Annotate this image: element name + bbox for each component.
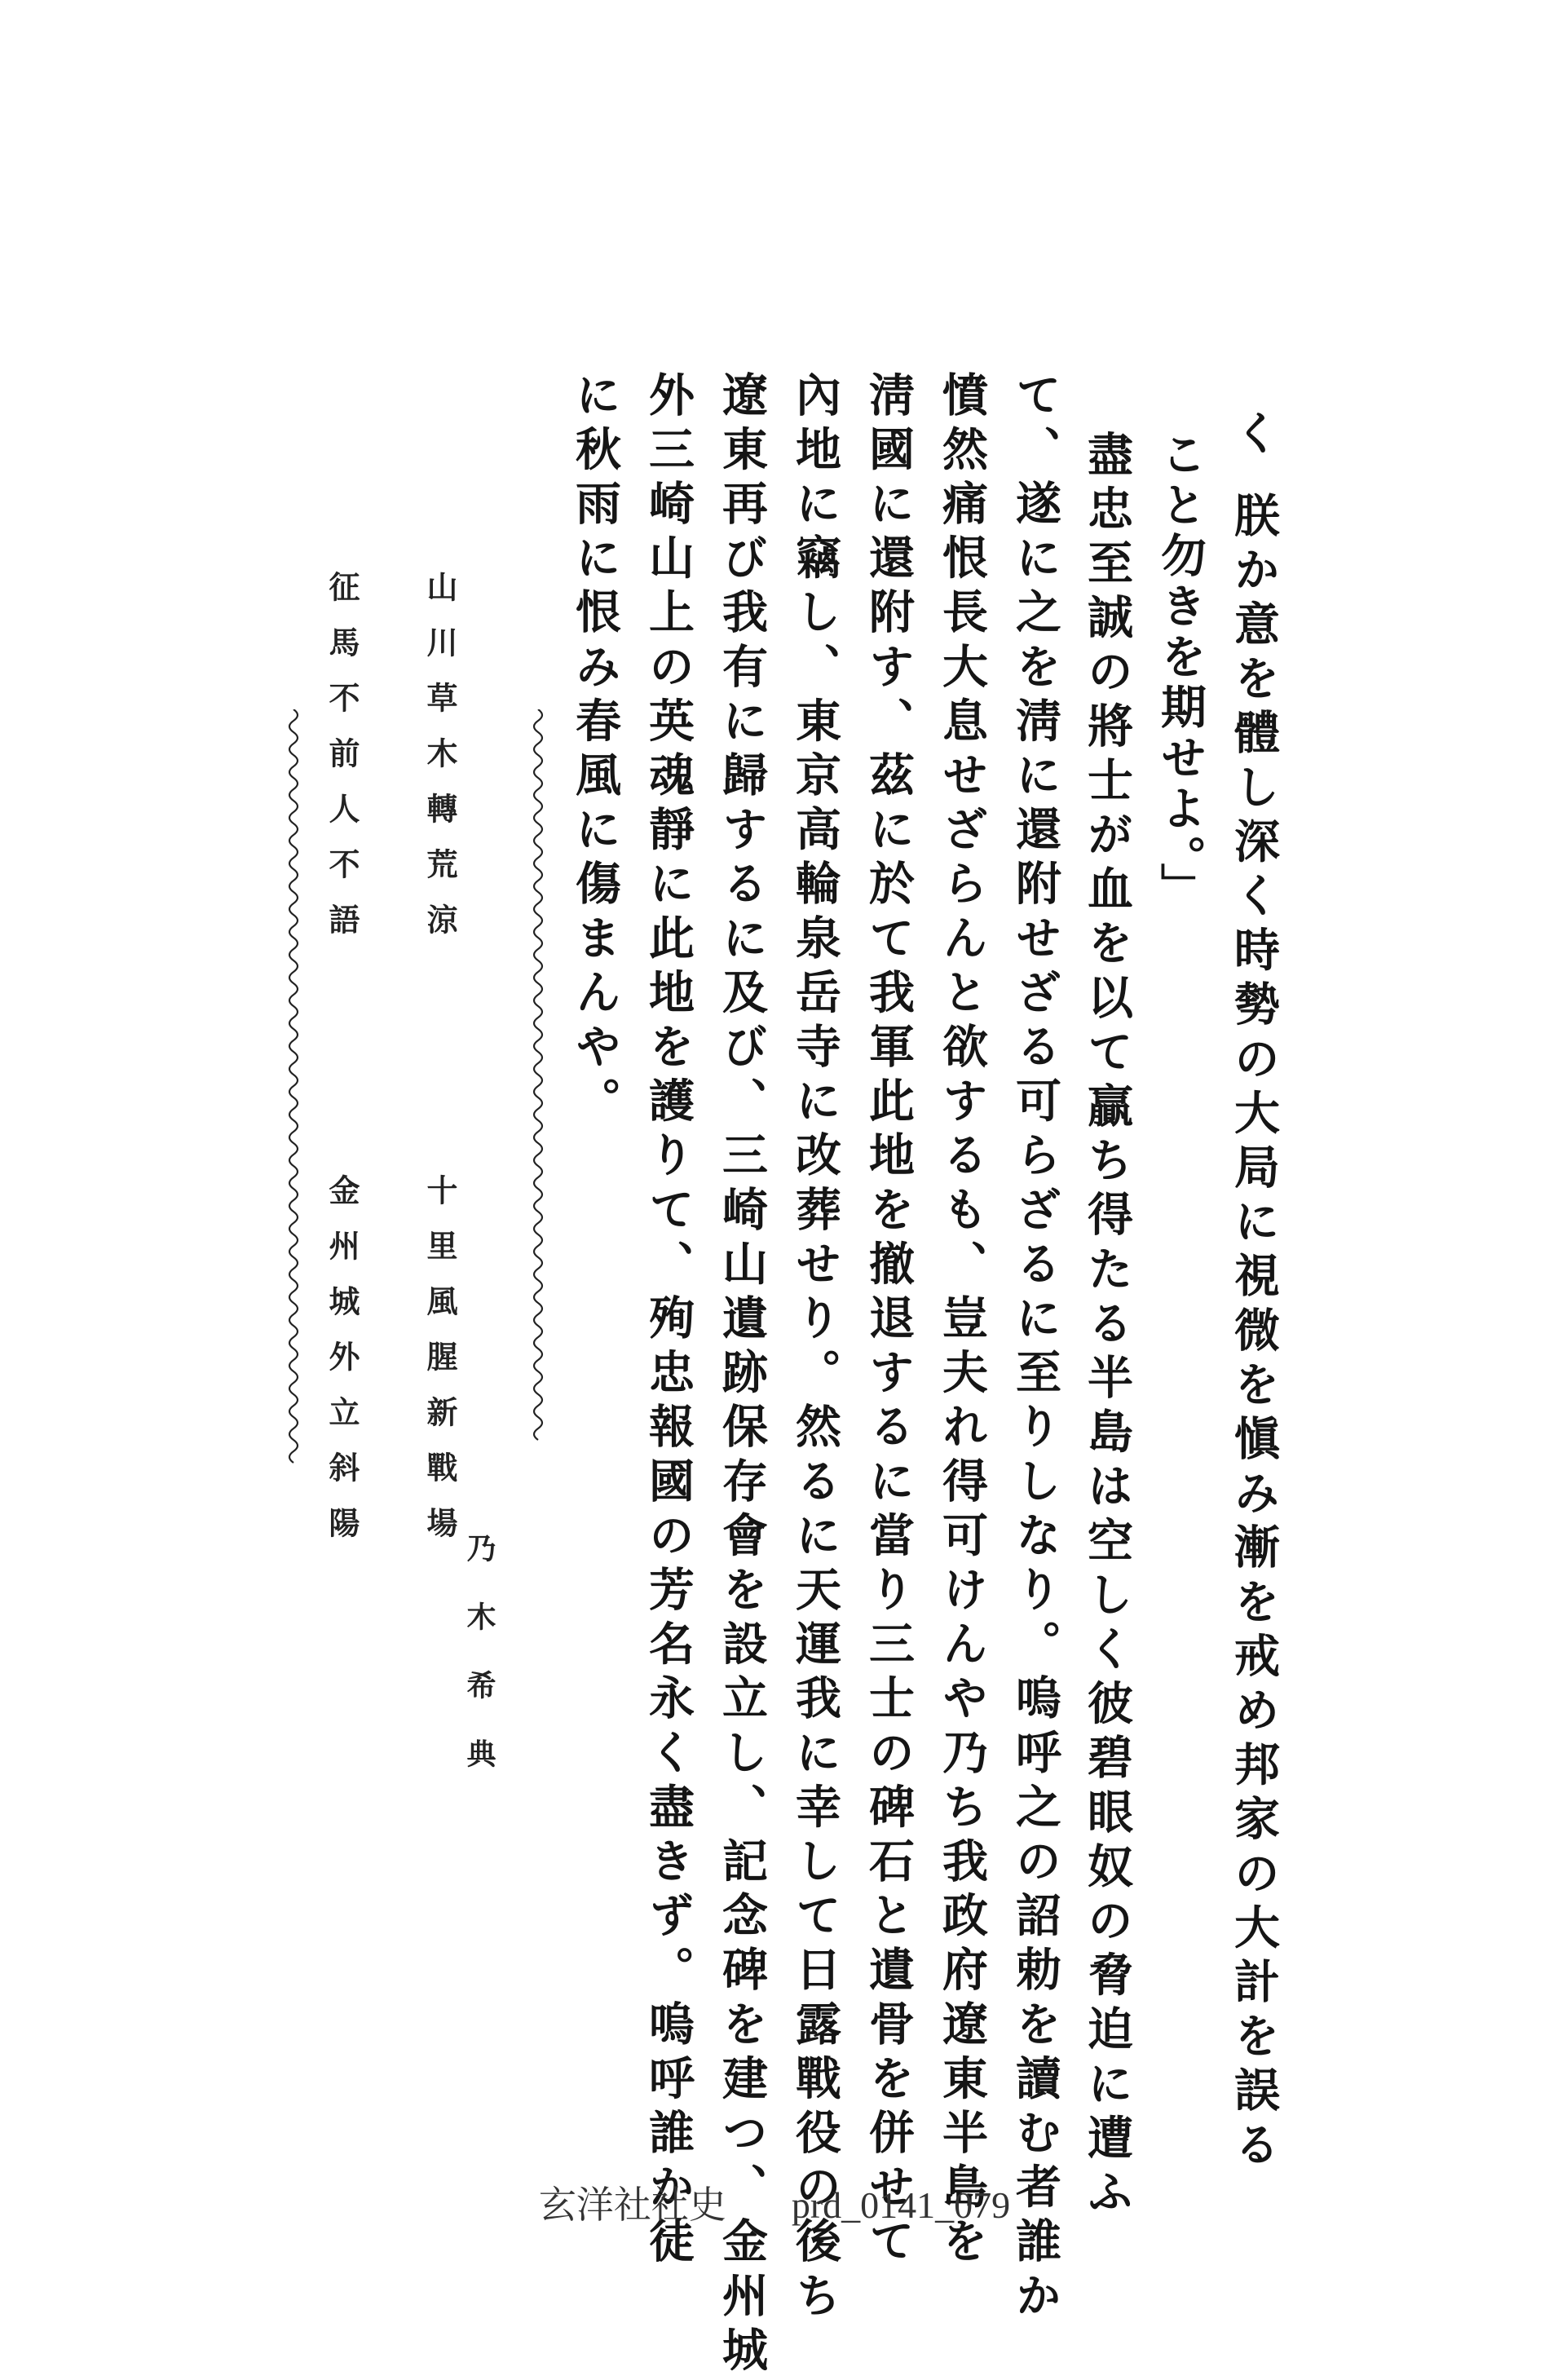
body-column-6: 憤然痛恨長大息せざらんと欲するも、豈夫れ得可けんや乃ち我政府遼東半島を bbox=[935, 371, 989, 2272]
body-column-11: に秋雨に恨み春風に傷まんや。 bbox=[568, 371, 622, 1132]
footer-page-id: prd_0141_079 bbox=[791, 2184, 1011, 2226]
body-column-8: 內地に竊し、東京高輪泉岳寺に改葬せり。然るに天運我に幸して日露戰役の後ち bbox=[788, 371, 842, 2326]
poem-line-3: 征馬不前人不語 bbox=[324, 571, 360, 959]
page-footer bbox=[0, 2175, 1549, 2229]
poem-line-2: 十里風腥新戰場 bbox=[421, 1174, 458, 1562]
wavy-divider-right bbox=[526, 709, 550, 1484]
poem-author: 乃木希典 bbox=[462, 1533, 496, 1807]
wavy-divider-left bbox=[281, 709, 306, 1484]
footer-publisher: 玄洋社社史 bbox=[538, 2184, 726, 2226]
body-column-4: 盡忠至誠の將士が血を以て贏ち得たる半島は空しく彼碧眼奴の脅迫に遭ふ bbox=[1080, 431, 1134, 2223]
body-column-7: 淸國に還附す、茲に於て我軍此地を撤退するに當り三士の碑石と遺骨を併せて bbox=[862, 371, 916, 2272]
body-column-2: 朕か意を體し深く時勢の大局に視微を愼み漸を戒め邦家の大計を誤る bbox=[1227, 492, 1281, 2175]
poem-line-4: 金州城外立斜陽 bbox=[324, 1174, 360, 1562]
body-column-10: 外三崎山上の英魂靜に此地を護りて、殉忠報國の芳名永く盡きず。嗚呼誰か徒 bbox=[642, 371, 695, 2272]
body-column-5: て、遂に之を淸に還附せざる可らざるに至りしなり。嗚呼之の詔勅を讀む者誰か bbox=[1008, 371, 1062, 2326]
body-column-3: こと勿きを期せよ。」 bbox=[1154, 431, 1207, 913]
poem-line-1-text: 山川草木轉荒涼 bbox=[421, 571, 458, 959]
body-column-9: 遼東再び我有に歸するに及び、三崎山遺跡保存會を設立し、記念碑を建つ、金州城 bbox=[715, 371, 769, 2380]
body-column-1: く bbox=[1227, 409, 1281, 464]
